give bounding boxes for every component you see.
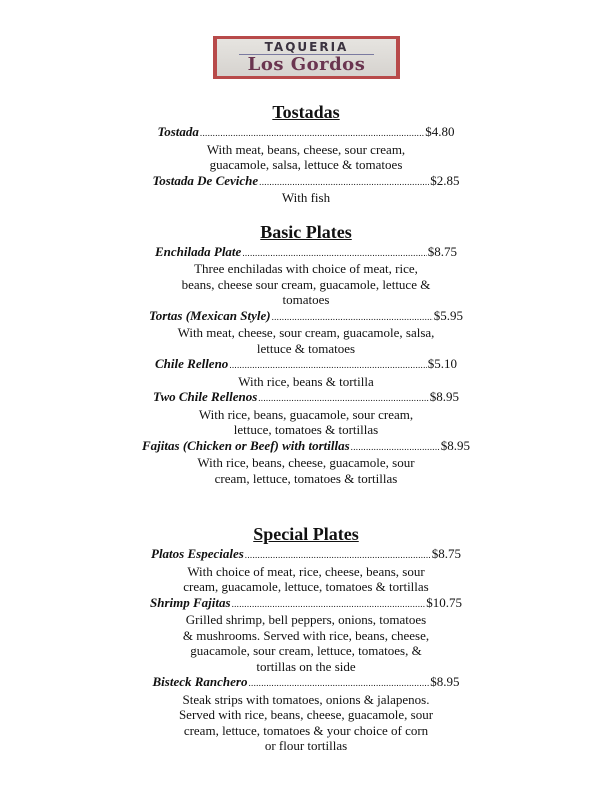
dot-leader (232, 597, 426, 613)
menu-item (153, 173, 460, 191)
item-description: & mushrooms. Served with rice, beans, cheese, (182, 627, 430, 643)
logo-bottom-text: Los Gordos (247, 54, 366, 75)
item-description: Grilled shrimp, bell peppers, onions, tomatoes (185, 612, 427, 627)
dot-leader (245, 548, 431, 564)
section-title: Special Plates (253, 524, 359, 544)
menu-item (150, 595, 462, 613)
section-title: Basic Plates (260, 221, 352, 242)
logo-top-text: TAQUERIA (264, 40, 349, 54)
menu-section (0, 522, 612, 754)
menu-item (153, 389, 459, 407)
item-name: Tostada (157, 124, 199, 139)
dot-leader (248, 676, 429, 692)
item-description: tortillas on the side (256, 658, 356, 674)
menu-item (149, 308, 463, 326)
item-description: With rice, beans & tortilla (238, 373, 374, 389)
menu-item (158, 124, 455, 142)
item-price: $5.95 (433, 307, 463, 323)
dot-leader (272, 310, 433, 326)
item-price: $8.95 (429, 389, 459, 404)
dot-leader (259, 175, 429, 191)
item-name: Tostada De Ceviche (152, 172, 259, 188)
item-description: With fish (281, 190, 331, 205)
dot-leader (242, 246, 426, 262)
item-description: Served with rice, beans, cheese, guacamole, sour (178, 707, 434, 722)
item-description: With rice, beans, cheese, guacamole, sour (197, 455, 415, 470)
item-description: tomatoes (282, 292, 330, 307)
section-title: Tostadas (272, 102, 340, 122)
item-description: Steak strips with tomatoes, onions & jalapenos. (182, 691, 430, 707)
dot-leader (200, 126, 424, 142)
item-description: cream, lettuce, tomatoes & your choice of corn (183, 722, 429, 738)
item-description: beans, cheese sour cream, guacamole, lettuce & (181, 276, 431, 292)
item-description: With choice of meat, rice, cheese, beans, sour (187, 563, 425, 579)
menu-content (0, 100, 612, 776)
item-name: Two Chile Rellenos (153, 389, 258, 404)
menu-item (151, 546, 461, 564)
item-price: $2.85 (430, 172, 460, 188)
dot-leader (258, 391, 429, 407)
menu-section (0, 220, 612, 487)
item-price: $8.75 (431, 546, 461, 561)
menu-item (142, 438, 470, 456)
item-name: Bisteck Ranchero (152, 674, 248, 689)
item-description: With rice, beans, guacamole, sour cream, (198, 406, 414, 422)
item-name: Shrimp Fajitas (150, 594, 231, 610)
menu-section (0, 100, 612, 206)
item-name: Enchilada Plate (155, 243, 242, 259)
item-description: With meat, cheese, sour cream, guacamole, salsa, (177, 325, 435, 340)
item-price: $8.75 (427, 243, 457, 259)
menu-item (153, 674, 460, 692)
item-price: $5.10 (427, 356, 457, 371)
item-description: With meat, beans, cheese, sour cream, (206, 141, 406, 157)
item-description: cream, guacamole, lettuce, tomatoes & tortillas (183, 579, 429, 594)
item-name: Platos Especiales (151, 546, 244, 561)
item-description: guacamole, salsa, lettuce & tomatoes (209, 157, 403, 172)
dot-leader (229, 358, 426, 374)
logo (213, 36, 400, 79)
item-description: lettuce, tomatoes & tortillas (233, 422, 379, 437)
item-description: lettuce & tomatoes (256, 340, 356, 356)
item-name: Tortas (Mexican Style) (149, 307, 271, 323)
item-description: Three enchiladas with choice of meat, rice, (194, 261, 418, 276)
item-description: guacamole, sour cream, lettuce, tomatoes, & (190, 643, 422, 658)
item-name: Chile Relleno (155, 356, 229, 371)
menu-item (155, 356, 457, 374)
item-description: cream, lettuce, tomatoes & tortillas (214, 470, 398, 486)
item-name: Fajitas (Chicken or Beef) with tortillas (142, 437, 350, 453)
item-price: $8.95 (430, 674, 460, 689)
item-description: or flour tortillas (264, 738, 348, 753)
item-price: $4.80 (425, 124, 455, 139)
menu-item (155, 244, 457, 262)
item-price: $10.75 (426, 594, 462, 610)
dot-leader (351, 440, 440, 456)
item-price: $8.95 (440, 437, 470, 453)
